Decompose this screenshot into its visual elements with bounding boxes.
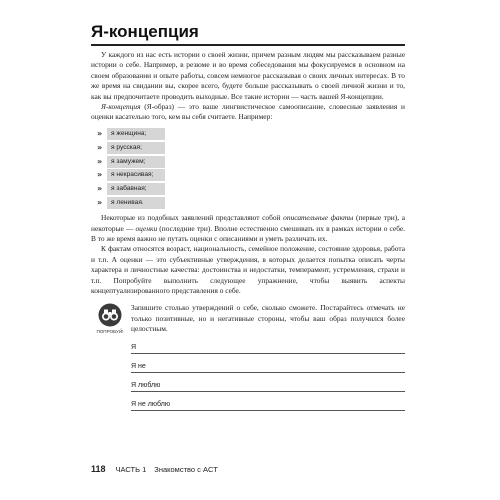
answer-line-label: Я не люблю [131,400,171,408]
page-footer [91,464,405,474]
paragraph-intro: У каждого из нас есть истории о своей жизни, причем разным людям мы рассказываем разные истории о себе. Например, в резюме и во время собеседования мы фокусируемся в основном на своем образовании и опыте работы, совсем немногое рассказывая о своих личных интересах. В то же время на свидании вы, скорее всего, будете больше рассказывать о своей личной жизни и то, как вы предпочитаете проводить выходные. Все такие истории — часть вашей Я-концепции. [91,50,405,101]
answer-line-i-am[interactable] [131,337,405,354]
answer-line-i-dislike[interactable] [131,394,405,411]
try-it-badge [91,303,129,410]
answer-line-label: Я люблю [131,381,161,389]
list-item [97,197,405,209]
list-item [97,169,405,181]
list-item [97,155,405,167]
list-item-text: я забавная; [107,183,165,195]
paragraph-facts-definition: К фактам относятся возраст, национальность, семейное положение, состояние здоровья, работа и т.п. А оценки — это субъективные утверждения, в которых делается попытка описать черты характера и личностные качества: достоинства и недостатки, темперамент, устремления, страхи и т.п. Попробуйте выполнить следующее упражнение, чтобы выявить аспекты концептуализированного представления о себе. [91,244,405,295]
list-item-text: я замужем; [107,156,165,168]
answer-line-label: Я [131,343,137,351]
exercise-instructions: Запишите столько утверждений о себе, сколько сможете. Постарайтесь отмечать не только позитивные, но и негативные стороны, чтобы ваш образ получился более целостным. [131,303,405,334]
double-chevron-icon: » [97,142,103,152]
text-run: (последние три). Вполне естественно смешивать их в рамках истории о себе. В то же время важно не путать оценки с описаниями и уметь различать их. [91,223,405,243]
list-item-text: я некрасивая; [107,169,165,181]
list-item [97,183,405,195]
chapter-label: Знакомство с ACT [154,465,219,474]
double-chevron-icon: » [97,129,103,139]
page-content [91,22,405,411]
try-it-label: ПОПРОБУЙ! [96,329,124,335]
list-item-text: я русская; [107,142,165,154]
double-chevron-icon: » [97,184,103,194]
list-item-text: я женщина; [107,128,165,140]
text-run: (первые три), а некоторые — [91,213,405,233]
definition-text: (Я-образ) — это ваше лингвистическое самоописание, словесные заявления и оценки касательно того, кем вы себя считаете. Например: [91,102,405,122]
exercise-block [91,303,405,410]
page-number: 118 [91,464,106,474]
double-chevron-icon: » [97,197,103,207]
answer-line-i-am-not[interactable] [131,356,405,373]
double-chevron-icon: » [97,156,103,166]
term-self-concept: Я-концепция [101,102,141,112]
answer-line-i-like[interactable] [131,375,405,392]
part-label: ЧАСТЬ 1 [115,465,147,474]
list-item-text: я ленивая. [107,197,165,209]
title-underline [91,44,405,46]
paragraph-facts-evaluations [91,213,405,244]
text-run: Некоторые из подобных заявлений представляют собой [101,213,284,223]
answer-line-label: Я не [131,362,146,370]
emphasis-descriptive-facts: описательные факты [283,213,354,223]
paragraph-definition [91,102,405,123]
list-item [97,128,405,140]
section-title: Я-концепция [91,22,199,41]
statement-list [97,128,405,209]
list-item [97,142,405,154]
emphasis-evaluations: оценки [135,223,158,233]
double-chevron-icon: » [97,170,103,180]
exercise-body [129,303,405,410]
binoculars-icon [98,303,122,327]
